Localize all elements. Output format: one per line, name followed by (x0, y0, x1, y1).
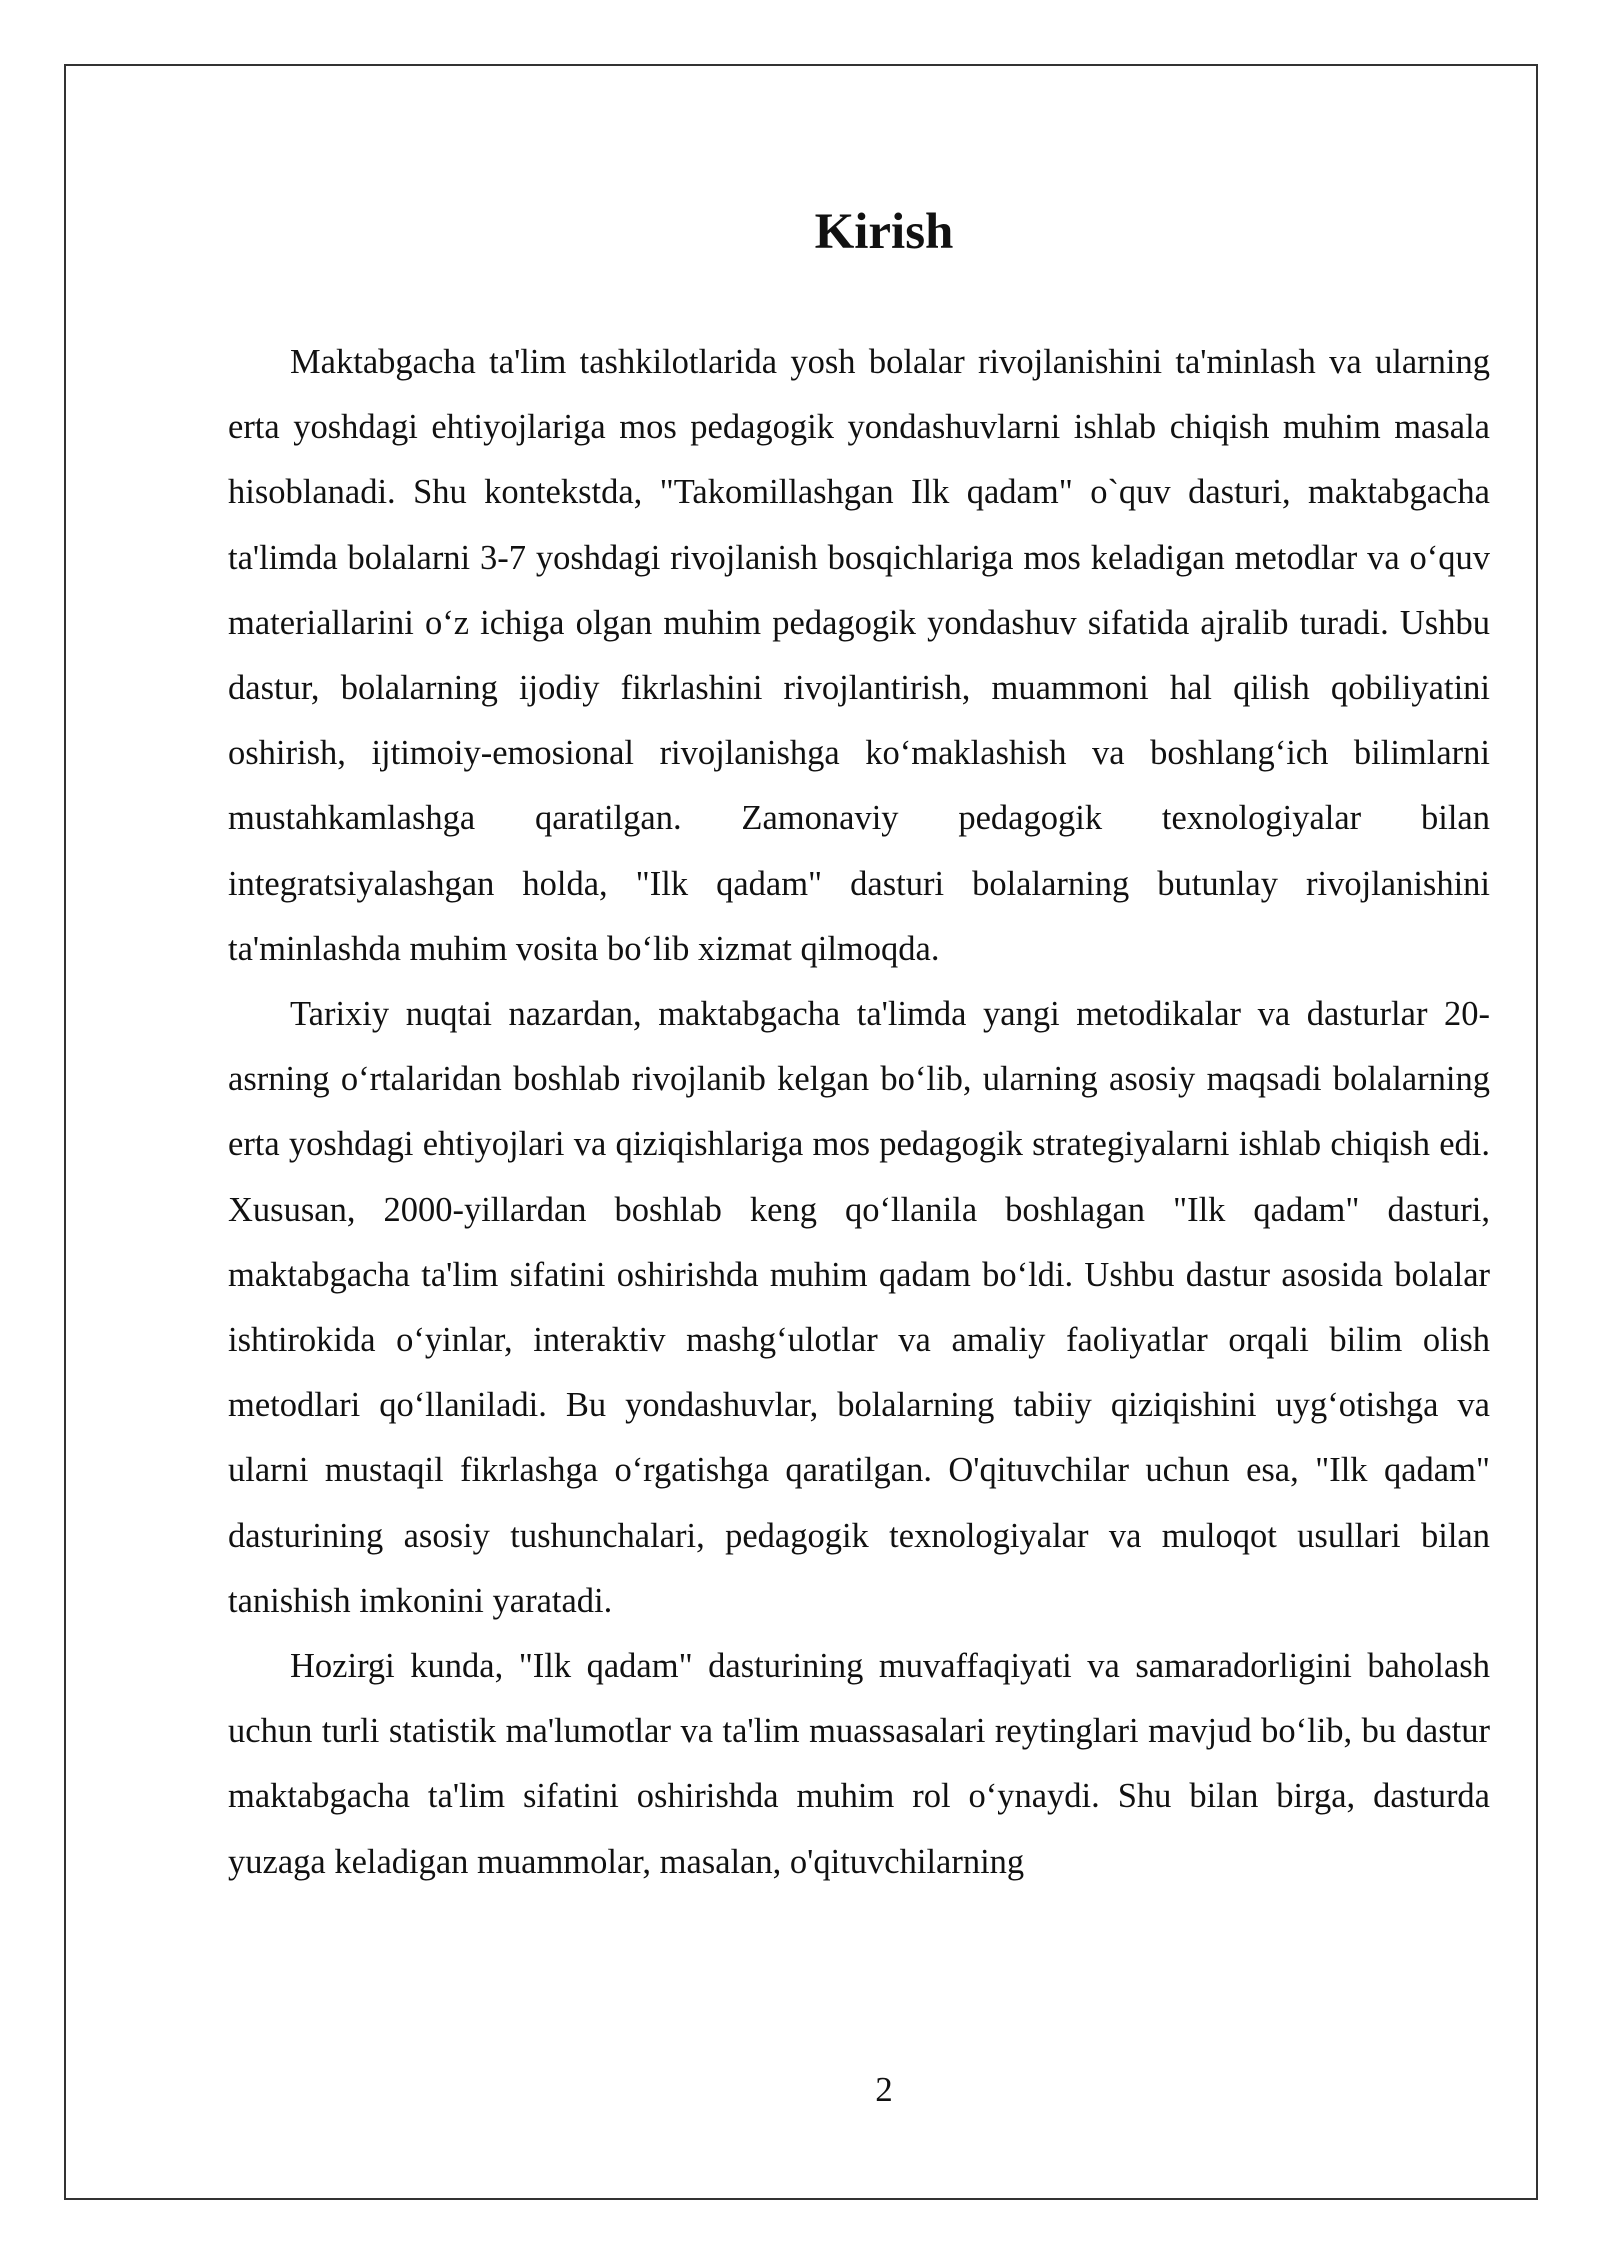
paragraph-1: Maktabgacha ta'lim tashkilotlarida yosh bolalar rivojlanishini ta'minlash va ularning erta yoshdagi ehtiyojlariga mos pedagogik yondashuvlarni ishlab chiqish muhim masala hisoblanadi. Shu kontekstda, "Takomillashgan Ilk qadam" o`quv dasturi, maktabgacha ta'limda bolalarni 3-7 yoshdagi rivojlanish bosqichlariga mos keladigan metodlar va o‘quv materiallarini o‘z ichiga olgan muhim pedagogik yondashuv sifatida ajralib turadi. Ushbu dastur, bolalarning ijodiy fikrlashini rivojlantirish, muammoni hal qilish qobiliyatini oshirish, ijtimoiy-emosional rivojlanishga ko‘maklashish va boshlang‘ich bilimlarni mustahkamlashga qaratilgan. Zamonaviy pedagogik texnologiyalar bilan integratsiyalashgan holda, "Ilk qadam" dasturi bolalarning butunlay rivojlanishini ta'minlashda muhim vosita bo‘lib xizmat qilmoqda. (228, 343, 1490, 968)
paragraph-3: Hozirgi kunda, "Ilk qadam" dasturining muvaffaqiyati va samaradorligini baholash uchun turli statistik ma'lumotlar va ta'lim muassasalari reytinglari mavjud bo‘lib, bu dastur maktabgacha ta'lim sifatini oshirishda muhim rol o‘ynaydi. Shu bilan birga, dasturda yuzaga keladigan muammolar, masalan, o'qituvchilarning (228, 1647, 1490, 1881)
page-number: 2 (875, 2070, 893, 2109)
body-text (228, 330, 1490, 1895)
page-title: Kirish (814, 204, 954, 260)
paragraph-2: Tarixiy nuqtai nazardan, maktabgacha ta'limda yangi metodikalar va dasturlar 20-asrning o‘rtalaridan boshlab rivojlanib kelgan bo‘lib, ularning asosiy maqsadi bolalarning erta yoshdagi ehtiyojlari va qiziqishlariga mos pedagogik strategiyalarni ishlab chiqish edi. Xususan, 2000-yillardan boshlab keng qo‘llanila boshlagan "Ilk qadam" dasturi, maktabgacha ta'lim sifatini oshirishda muhim qadam bo‘ldi. Ushbu dastur asosida bolalar ishtirokida o‘yinlar, interaktiv mashg‘ulotlar va amaliy faoliyatlar orqali bilim olish metodlari qo‘llaniladi. Bu yondashuvlar, bolalarning tabiiy qiziqishini uyg‘otishga va ularni mustaqil fikrlashga o‘rgatishga qaratilgan. O'qituvchilar uchun esa, "Ilk qadam" dasturining asosiy tushunchalari, pedagogik texnologiyalar va muloqot usullari bilan tanishish imkonini yaratadi. (228, 995, 1490, 1620)
